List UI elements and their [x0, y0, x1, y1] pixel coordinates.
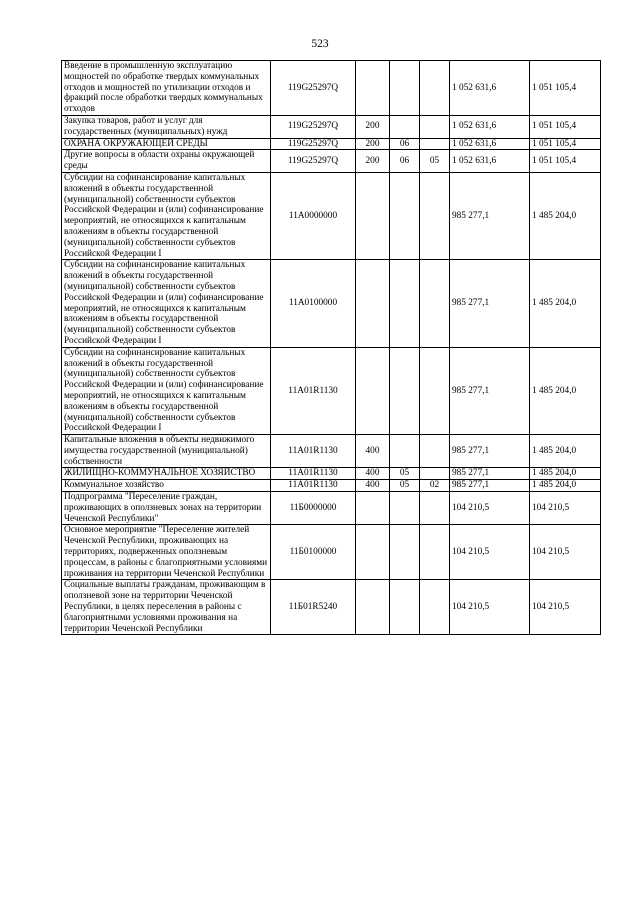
rz-cell: 06 [390, 138, 420, 150]
sum1-cell: 985 277,1 [450, 468, 530, 480]
table-row [62, 115, 601, 138]
rz-cell [390, 492, 420, 525]
name-cell: Другие вопросы в области охраны окружающей среды [62, 150, 271, 173]
sum2-cell: 104 210,5 [530, 580, 601, 635]
sum1-cell: 985 277,1 [450, 480, 530, 492]
code-cell: 119G25297Q [271, 138, 356, 150]
code-cell: 11А01R1130 [271, 435, 356, 468]
table-row [62, 435, 601, 468]
sum2-cell: 1 051 105,4 [530, 115, 601, 138]
table-row [62, 138, 601, 150]
pr-cell [420, 260, 450, 347]
table-row [62, 525, 601, 580]
budget-table [61, 60, 601, 635]
code-cell: 11А0100000 [271, 260, 356, 347]
budget-table-body [62, 61, 601, 635]
sum2-cell: 1 051 105,4 [530, 61, 601, 116]
vr-cell [356, 347, 390, 434]
vr-cell: 400 [356, 468, 390, 480]
rz-cell: 05 [390, 480, 420, 492]
pr-cell: 05 [420, 150, 450, 173]
pr-cell [420, 61, 450, 116]
sum2-cell: 1 485 204,0 [530, 480, 601, 492]
rz-cell: 06 [390, 150, 420, 173]
code-cell: 11А01R1130 [271, 347, 356, 434]
rz-cell [390, 580, 420, 635]
name-cell: Субсидии на софинансирование капитальных вложений в объекты государственной (муниципальной) собственности субъектов Российской Федерации и (или) софинансирование мероприятий, не относящихся к капитальным вложениям в объекты государственной (муниципальной) собственности субъектов Российской Федерации I [62, 172, 271, 259]
pr-cell [420, 525, 450, 580]
vr-cell: 400 [356, 480, 390, 492]
code-cell: 119G25297Q [271, 61, 356, 116]
table-row [62, 260, 601, 347]
sum1-cell: 104 210,5 [450, 525, 530, 580]
code-cell: 119G25297Q [271, 115, 356, 138]
table-row [62, 347, 601, 434]
name-cell: ЖИЛИЩНО-КОММУНАЛЬНОЕ ХОЗЯЙСТВО [62, 468, 271, 480]
vr-cell: 400 [356, 435, 390, 468]
name-cell: Коммунальное хозяйство [62, 480, 271, 492]
rz-cell [390, 260, 420, 347]
code-cell: 119G25297Q [271, 150, 356, 173]
code-cell: 11Б0100000 [271, 525, 356, 580]
pr-cell [420, 492, 450, 525]
vr-cell [356, 580, 390, 635]
sum2-cell: 1 485 204,0 [530, 468, 601, 480]
name-cell: Основное мероприятие "Переселение жителей Чеченской Республики, проживающих на территориях, подверженных оползневым процессам, в районы с благоприятными условиями проживания на территории Чеченской Республики [62, 525, 271, 580]
sum1-cell: 1 052 631,6 [450, 115, 530, 138]
name-cell: Введение в промышленную эксплуатацию мощностей по обработке твердых коммунальных отходов и мощностей по утилизации отходов и фракций после обработки твердых коммунальных отходов [62, 61, 271, 116]
vr-cell [356, 172, 390, 259]
table-row [62, 172, 601, 259]
sum2-cell: 1 485 204,0 [530, 347, 601, 434]
name-cell: ОХРАНА ОКРУЖАЮЩЕЙ СРЕДЫ [62, 138, 271, 150]
sum1-cell: 1 052 631,6 [450, 61, 530, 116]
rz-cell [390, 435, 420, 468]
name-cell: Закупка товаров, работ и услуг для государственных (муниципальных) нужд [62, 115, 271, 138]
name-cell: Субсидии на софинансирование капитальных вложений в объекты государственной (муниципальной) собственности субъектов Российской Федерации и (или) софинансирование мероприятий, не относящихся к капитальным вложениям в объекты государственной (муниципальной) собственности субъектов Российской Федерации I [62, 347, 271, 434]
table-row [62, 61, 601, 116]
table-row [62, 580, 601, 635]
page-number: 523 [311, 38, 329, 50]
table-row [62, 468, 601, 480]
code-cell: 11Б0000000 [271, 492, 356, 525]
rz-cell [390, 115, 420, 138]
pr-cell [420, 580, 450, 635]
code-cell: 11Б01R5240 [271, 580, 356, 635]
rz-cell [390, 172, 420, 259]
vr-cell [356, 492, 390, 525]
name-cell: Социальные выплаты гражданам, проживающим в оползневой зоне на территории Чеченской Республики, в целях переселения в районы с благоприятными условиями проживания на территории Чеченской Республики [62, 580, 271, 635]
name-cell: Капитальные вложения в объекты недвижимого имущества государственной (муниципальной) собственности [62, 435, 271, 468]
code-cell: 11А01R1130 [271, 468, 356, 480]
sum1-cell: 985 277,1 [450, 347, 530, 434]
vr-cell: 200 [356, 150, 390, 173]
vr-cell [356, 61, 390, 116]
table-row [62, 150, 601, 173]
code-cell: 11А01R1130 [271, 480, 356, 492]
pr-cell [420, 172, 450, 259]
vr-cell [356, 260, 390, 347]
pr-cell [420, 115, 450, 138]
pr-cell [420, 347, 450, 434]
sum1-cell: 104 210,5 [450, 580, 530, 635]
pr-cell: 02 [420, 480, 450, 492]
table-row [62, 492, 601, 525]
sum1-cell: 104 210,5 [450, 492, 530, 525]
sum1-cell: 985 277,1 [450, 435, 530, 468]
rz-cell: 05 [390, 468, 420, 480]
pr-cell [420, 468, 450, 480]
table-row [62, 480, 601, 492]
rz-cell [390, 61, 420, 116]
sum1-cell: 985 277,1 [450, 172, 530, 259]
vr-cell: 200 [356, 138, 390, 150]
sum1-cell: 985 277,1 [450, 260, 530, 347]
sum2-cell: 104 210,5 [530, 525, 601, 580]
sum2-cell: 1 051 105,4 [530, 150, 601, 173]
vr-cell [356, 525, 390, 580]
sum1-cell: 1 052 631,6 [450, 150, 530, 173]
pr-cell [420, 435, 450, 468]
code-cell: 11А0000000 [271, 172, 356, 259]
vr-cell: 200 [356, 115, 390, 138]
sum1-cell: 1 052 631,6 [450, 138, 530, 150]
name-cell: Подпрограмма "Переселение граждан, проживающих в оползневых зонах на территории Чеченской Республики" [62, 492, 271, 525]
sum2-cell: 104 210,5 [530, 492, 601, 525]
pr-cell [420, 138, 450, 150]
rz-cell [390, 525, 420, 580]
sum2-cell: 1 485 204,0 [530, 260, 601, 347]
sum2-cell: 1 485 204,0 [530, 435, 601, 468]
sum2-cell: 1 485 204,0 [530, 172, 601, 259]
rz-cell [390, 347, 420, 434]
name-cell: Субсидии на софинансирование капитальных вложений в объекты государственной (муниципальной) собственности субъектов Российской Федерации и (или) софинансирование мероприятий, не относящихся к капитальным вложениям в объекты государственной (муниципальной) собственности субъектов Российской Федерации I [62, 260, 271, 347]
sum2-cell: 1 051 105,4 [530, 138, 601, 150]
